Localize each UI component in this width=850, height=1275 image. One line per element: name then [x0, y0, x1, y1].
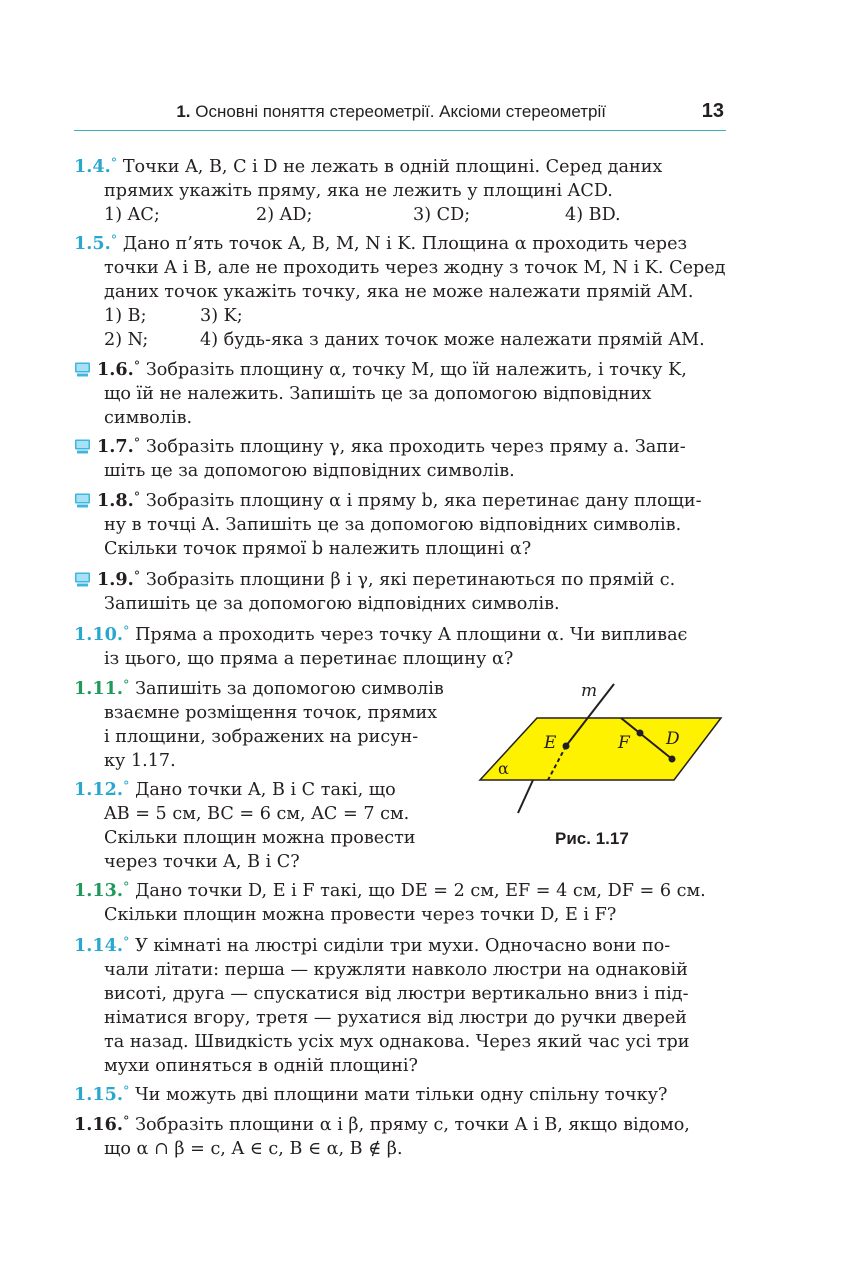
option: 4) будь-яка з даних точок може належати прямій AM.	[200, 330, 705, 350]
computer-icon	[74, 439, 91, 454]
problem-number: 1.13.	[74, 880, 123, 901]
answer-options	[74, 203, 726, 227]
problem-number: 1.9.	[97, 569, 134, 590]
problem-number: 1.5.	[74, 233, 111, 254]
option: 3) K;	[200, 306, 243, 326]
problem-1-10: 1.10.° Пряма a проходить через точку A площини α. Чи випливає із цього, що пряма a перетинає площину α?	[74, 624, 688, 669]
problem-1-16: 1.16.° Зобразіть площини α і β, пряму c, точки A і B, якщо відомо, що α ∩ β = c, A ∈ c, B ∈ α, B ∉ β.	[74, 1114, 690, 1159]
answer-options	[74, 328, 726, 352]
problem-1-13: 1.13.° Дано точки D, E і F такі, що DE = 2 см, EF = 4 см, DF = 6 см. Скільки площин можна провести через точки D, E і F?	[74, 880, 706, 925]
problem-1-6: 1.6.° Зобразіть площину α, точку M, що їй належить, і точку K, що їй не належить. Запишіть це за допомогою відповідних символів.	[74, 355, 726, 430]
plane-alpha	[480, 718, 721, 780]
option: 1) AC;	[104, 205, 160, 225]
chapter-title: 1. Основні поняття стереометрії. Аксіоми стереометрії	[176, 102, 606, 121]
problem-1-12: 1.12.° Дано точки A, B і C такі, що AB = 5 см, BC = 6 см, AC = 7 см. Скільки площин можна провести через точки A, B і C?	[74, 779, 416, 872]
figure-caption: Рис. 1.17	[555, 829, 629, 848]
problem-number: 1.14.	[74, 935, 123, 956]
option: 2) N;	[104, 330, 149, 350]
computer-icon	[74, 493, 91, 508]
problem-1-4: 1.4.° Точки A, B, C і D не лежать в одній площині. Серед даних прямих укажіть пряму, яка не лежить у площині ACD. 1) AC; 2) AD; 3) CD; 4) BD.	[74, 152, 726, 227]
option: 2) AD;	[256, 205, 313, 225]
figure-1-17	[478, 680, 728, 830]
point-e	[563, 743, 570, 750]
problem-1-8: 1.8.° Зобразіть площину α і пряму b, яка перетинає дану площи- ну в точці A. Запишіть це за допомогою відповідних символів. Скільки точок прямої b належить площині α?	[74, 486, 726, 561]
line-m-lower	[518, 780, 533, 813]
problem-number: 1.6.	[97, 359, 134, 380]
problem-number: 1.16.	[74, 1114, 123, 1135]
problem-number: 1.11.	[74, 678, 123, 699]
computer-icon	[74, 572, 91, 587]
problem-1-5: 1.5.° Дано п’ять точок A, B, M, N і K. Площина α проходить через точки A і B, але не проходить через жодну з точок M, N і K. Серед даних точок укажіть точку, яка не може належати прямій AM. 1) B; 3) K; 2) N; 4) будь-яка з даних точок може належати прямій AM.	[74, 233, 726, 350]
label-e: E	[544, 733, 557, 753]
point-f	[637, 730, 644, 737]
problem-1-14: 1.14.° У кімнаті на люстрі сиділи три мухи. Одночасно вони по- чали літати: перша — кружляти навколо люстри на однаковій висоті, друга — спускатися від люстри вертикально вниз і під- німатися вгору, третя — рухатися від люстри до ручки дверей та назад. Швидкість усіх мух однакова. Через який час усі три мухи опиняться в одній площині?	[74, 935, 690, 1076]
label-f: F	[618, 733, 630, 753]
option: 3) CD;	[413, 205, 471, 225]
page-number: 13	[701, 100, 724, 122]
problem-number: 1.7.	[97, 436, 134, 457]
problem-number: 1.4.	[74, 156, 111, 177]
label-d: D	[666, 729, 680, 749]
problem-1-9: 1.9.° Зобразіть площини β і γ, які перетинаються по прямій c. Запишіть це за допомогою відповідних символів.	[74, 565, 726, 616]
problem-number: 1.15.	[74, 1084, 123, 1105]
page-header	[74, 100, 726, 131]
problem-1-15: 1.15.° Чи можуть дві площини мати тільки одну спільну точку?	[74, 1084, 668, 1105]
problem-number: 1.12.	[74, 779, 123, 800]
option: 4) BD.	[565, 205, 621, 225]
problem-number: 1.10.	[74, 624, 123, 645]
option: 1) B;	[104, 306, 147, 326]
label-m: m	[581, 681, 598, 701]
problem-number: 1.8.	[97, 490, 134, 511]
problem-1-7: 1.7.° Зобразіть площину γ, яка проходить через пряму a. Запи- шіть це за допомогою відповідних символів.	[74, 432, 726, 483]
answer-options	[74, 304, 726, 328]
point-d	[669, 756, 676, 763]
label-alpha: α	[498, 759, 509, 778]
computer-icon	[74, 362, 91, 377]
problem-1-11: 1.11.° Запишіть за допомогою символів взаємне розміщення точок, прямих і площини, зображених на рисун- ку 1.17.	[74, 678, 444, 771]
